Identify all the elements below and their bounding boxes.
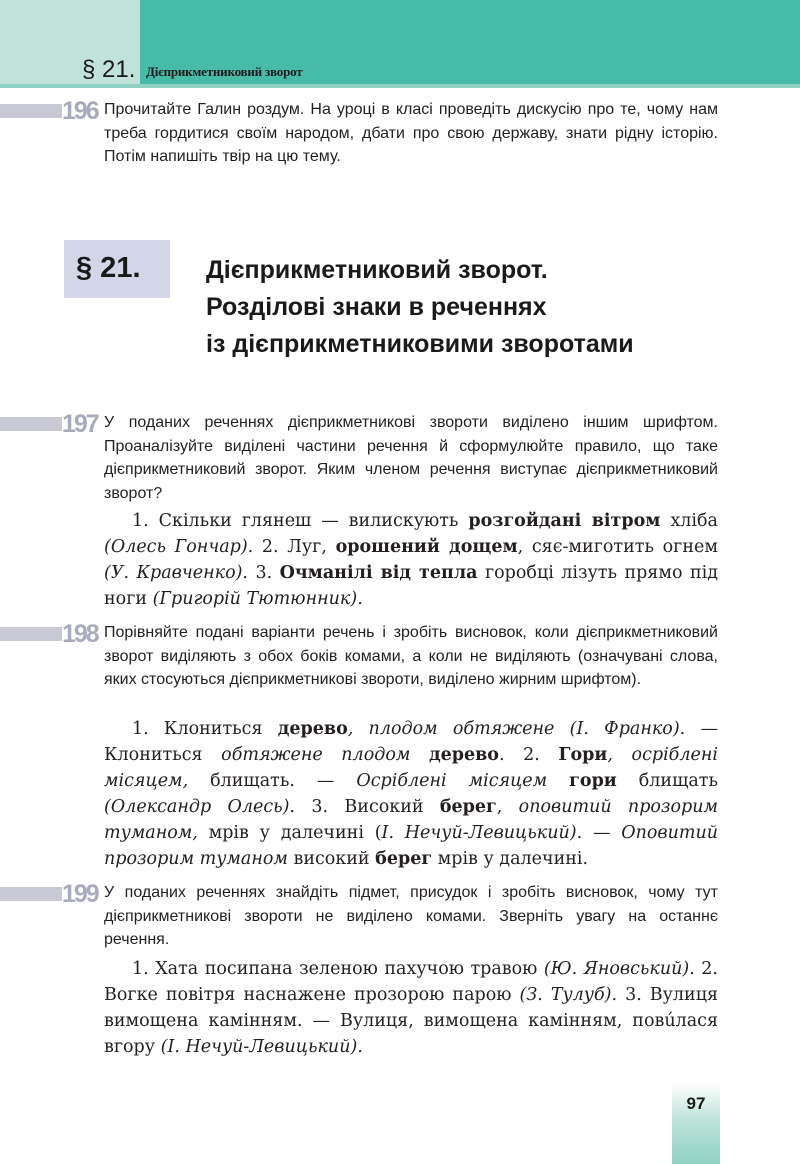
section-number: § 21. <box>76 252 141 284</box>
exercise-198-task: Порівняйте подані варіанти речень і зробіть висновок, коли дієприкметниковий зворот виділяють з обох боків комами, а коли не виділяють (означувані слова, яких стосуються дієприкметникові звороти, виділено жирним шрифтом). <box>104 624 718 688</box>
exercise-196-bar <box>0 104 62 118</box>
exercise-197-bar <box>0 417 62 431</box>
exercise-196-task: Прочитайте Галин роздум. На уроці в класі проведіть дискусію про те, чому нам треба гордитися своїм народом, дбати про свою державу, знати рідну історію. Потім напишіть твір на цю тему. <box>104 101 718 165</box>
page-number: 97 <box>686 1094 706 1113</box>
exercise-199-sentences: 1. Хата посипана зеленою пахучою травою (Ю. Яновський). 2. Вогке повітря наснажене прозорою парою (З. Тулуб). 3. Вулиця вимощена камінням. — Вулиця, вимощена камінням, повúлася вгору (І. Нечуй-Левицький). <box>104 959 719 1057</box>
exercise-199-task: У поданих реченнях знайдіть підмет, присудок і зробіть висновок, чому тут дієприкметникові звороти не виділено комами. Зверніть увагу на останнє речення. <box>104 884 718 948</box>
section-title-line-2: Розділові знаки в реченнях <box>206 293 547 321</box>
exercise-199-bar <box>0 887 62 901</box>
exercise-197-task: У поданих реченнях дієприкметникові звороти виділено іншим шрифтом. Проаналізуйте виділені частини речення й сформулюйте правило, що таке дієприкметниковий зворот. Яким членом речення виступає дієприкметниковий зворот? <box>104 414 718 502</box>
exercise-199-number: 199 <box>62 880 98 908</box>
exercise-196-number: 196 <box>62 97 98 125</box>
section-title <box>206 252 766 363</box>
header-section-number: § 21. <box>82 56 136 83</box>
section-title-line-3: із дієприкметниковими зворотами <box>206 330 634 358</box>
exercise-198-sentences: 1. Клониться дерево, плодом обтяжене (І. Франко). — Клониться обтяжене плодом дерево. 2. Гори, осріблені місяцем, блищать. — Осріблені місяцем гори блищать (Олександр Олесь). 3. Високий берег, оповитий прозорим туманом, мрів у далечині (І. Нечуй-Левицький). — Оповитий прозорим туманом високий берег мрів у далечині. <box>104 719 719 869</box>
exercise-197-number: 197 <box>62 410 98 438</box>
header-section-title: Дієприкметниковий зворот <box>146 64 303 79</box>
exercise-198-bar <box>0 627 62 641</box>
exercise-197-sentences: 1. Скільки глянеш — вилискують розгойдані вітром хліба (Олесь Гончар). 2. Луг, орошений дощем, сяє-миготить огнем (У. Кравченко). 3. Очманілі від тепла горобці лізуть прямо під ноги (Григорій Тютюнник). <box>104 511 718 609</box>
exercise-198-number: 198 <box>62 620 98 648</box>
section-title-line-1: Дієприкметниковий зворот. <box>206 256 548 284</box>
header-underline <box>0 84 800 88</box>
